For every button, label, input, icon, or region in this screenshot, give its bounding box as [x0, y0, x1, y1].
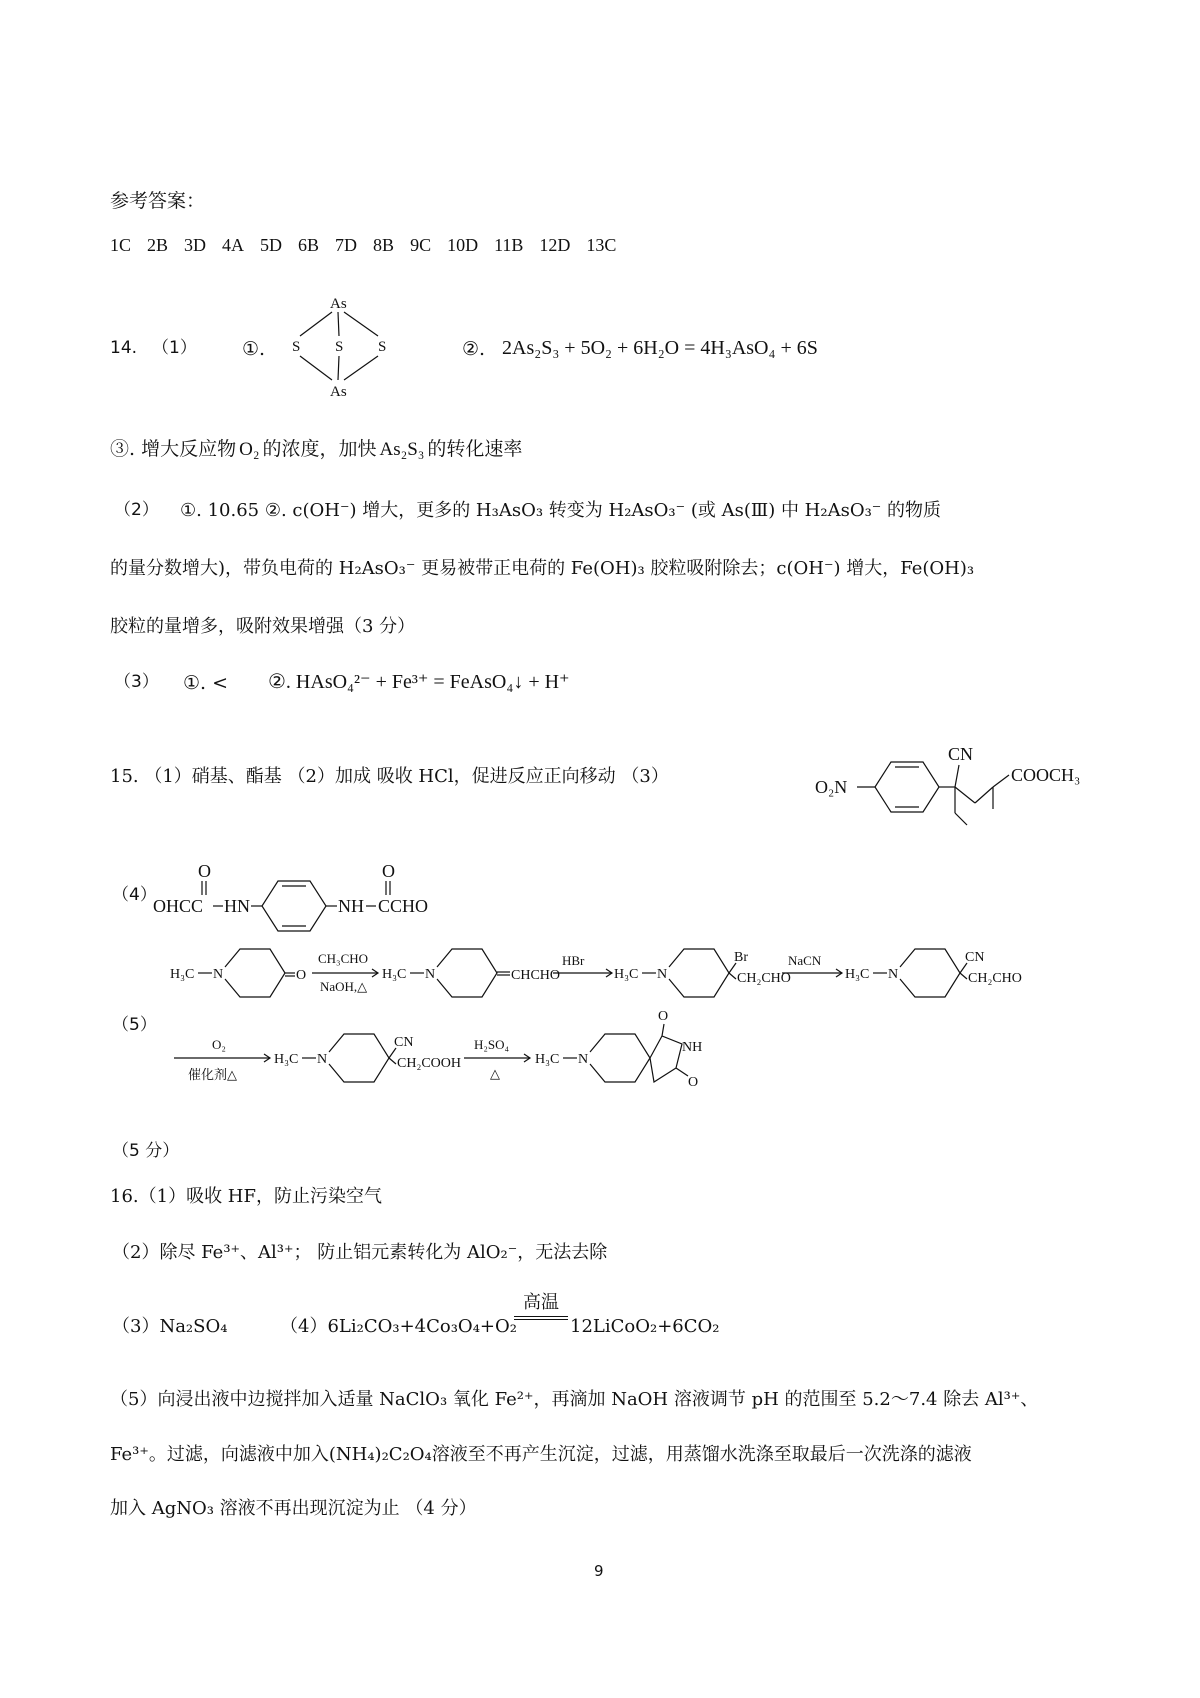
formula: As₂S₃ — [379, 439, 425, 460]
label-o: O — [296, 968, 307, 983]
bond — [955, 787, 975, 803]
q14-equation: 2As₂S₃ + 5O₂ + 6H₂O = 4H₃AsO₄ + 6S — [502, 337, 818, 359]
mc-answer: 10D — [447, 235, 479, 255]
reagent-ch3cho: CH₃CHO — [318, 951, 369, 966]
q15-structure-3 — [815, 725, 1105, 835]
piperidine-ring — [437, 949, 497, 997]
answer-header: 参考答案： — [110, 190, 206, 212]
bond — [975, 787, 993, 803]
q16-part3: （3）Na₂SO₄ — [112, 1316, 228, 1337]
mc-answer: 8B — [373, 235, 395, 255]
label-o2n: O₂N — [815, 777, 848, 797]
benzene-ring — [875, 762, 939, 812]
q14-choice2-label: ②. — [462, 338, 486, 360]
bond — [300, 312, 332, 336]
label-n: N — [213, 967, 224, 982]
q14-choice1: ①. — [242, 338, 266, 360]
label-h3c: H₃C — [382, 967, 407, 982]
bond — [955, 813, 967, 825]
label-ohcc: OHCC — [153, 896, 204, 916]
bond — [993, 775, 1009, 787]
label-cn: CN — [948, 744, 974, 764]
mc-answer: 1C — [110, 235, 132, 255]
q14-number: 14. — [110, 338, 138, 358]
text-run: 的转化速率 — [427, 438, 523, 460]
mc-answer: 5D — [260, 235, 283, 255]
bond — [729, 973, 736, 979]
q16-part4-reactants: （4）6Li₂CO₃+4Co₃O₄+O₂ — [280, 1316, 517, 1337]
q15-line1: 15. （1）硝基、酯基 （2）加成 吸收 HCl，促进反应正向移动 （3） — [110, 766, 669, 787]
mc-answer: 11B — [494, 235, 524, 255]
q16-part5-line1: （5）向浸出液中边搅拌加入适量 NaClO₃ 氧化 Fe²⁺，再滴加 NaOH 溶液调节 pH 的范围至 5.2～7.4 除去 Al³⁺、 — [110, 1389, 1039, 1410]
bond — [344, 312, 378, 336]
double-bond — [676, 1068, 688, 1076]
text-run: ③. 增大反应物 — [110, 438, 237, 460]
q14-part1-label: （1） — [152, 338, 197, 358]
atom-as-bottom: As — [330, 384, 347, 400]
imide-ring — [650, 1036, 682, 1082]
label-h3c: H₃C — [274, 1052, 299, 1067]
reagent-naoh: NaOH,△ — [320, 979, 368, 994]
label-ch2cho: CH₂CHO — [737, 971, 791, 986]
reagent-h2so4: H₂SO₄ — [474, 1037, 510, 1052]
bond — [344, 356, 378, 380]
q14-part2-line3: 胶粒的量增多，吸附效果增强（3 分） — [110, 616, 416, 637]
label-nh: NH — [682, 1040, 703, 1055]
q15-score: （5 分） — [112, 1141, 180, 1161]
bond — [389, 1058, 396, 1064]
atom-s-left: S — [292, 339, 301, 355]
condition-high-temp: 高温 — [523, 1292, 559, 1313]
q16-part5-line2: Fe³⁺。过滤，向滤液中加入(NH₄)₂C₂O₄溶液至不再产生沉淀，过滤，用蒸馏水洗涤至取最后一次洗涤的滤液 — [110, 1444, 972, 1465]
mc-answer: 6B — [298, 235, 320, 255]
label-nh: NH — [338, 896, 364, 916]
page-number: 9 — [594, 1562, 604, 1580]
piperidine-ring — [669, 949, 729, 997]
as4s3-structure — [280, 290, 400, 400]
q16-line1: 16.（1）吸收 HF，防止污染空气 — [110, 1186, 382, 1207]
mc-answer: 12D — [539, 235, 571, 255]
reagent-nacn: NaCN — [788, 953, 822, 968]
mc-answer: 2B — [147, 235, 169, 255]
label-h3c: H₃C — [614, 967, 639, 982]
mc-answer: 7D — [335, 235, 358, 255]
piperidine-ring — [329, 1034, 389, 1082]
bond — [300, 356, 332, 380]
label-ch2cooh: CH₂COOH — [397, 1056, 461, 1071]
q16-line2: （2）除尽 Fe³⁺、Al³⁺； 防止铝元素转化为 AlO₂⁻，无法去除 — [112, 1242, 608, 1263]
equals-sign — [514, 1316, 568, 1320]
mc-answer: 4A — [222, 235, 245, 255]
formula: O₂ — [239, 439, 260, 460]
condition-block — [514, 1294, 568, 1320]
bond — [338, 356, 339, 380]
q14-part2-line2: 的量分数增大)，带负电荷的 H₂AsO₃⁻ 更易被带正电荷的 Fe(OH)₃ 胶粒吸附除去；c(OH⁻) 增大，Fe(OH)₃ — [110, 558, 975, 579]
piperidine-ring — [225, 949, 285, 997]
q14-part3-choice1: ①. < — [183, 672, 229, 694]
reagent-catalyst: 催化剂△ — [188, 1067, 237, 1082]
q14-part3-label: （3） — [114, 672, 159, 692]
label-o-top: O — [658, 1009, 669, 1024]
bond — [960, 973, 967, 979]
reagent-o2: O₂ — [212, 1037, 226, 1052]
label-o-right: O — [382, 861, 395, 881]
label-n: N — [317, 1052, 328, 1067]
label-o-left: O — [198, 861, 211, 881]
label-hn: HN — [224, 896, 250, 916]
label-ch2cho: CH₂CHO — [968, 971, 1022, 986]
label-h3c: H₃C — [535, 1052, 560, 1067]
q15-part5-label: （5） — [112, 1015, 157, 1035]
reagent-heat: △ — [490, 1066, 500, 1081]
synthesis-row-1 — [170, 935, 1100, 1010]
label-h3c: H₃C — [845, 967, 870, 982]
label-n: N — [657, 967, 668, 982]
atom-s-right: S — [378, 339, 387, 355]
benzene-ring — [262, 881, 326, 931]
synthesis-row-2 — [170, 1009, 790, 1117]
label-n: N — [425, 967, 436, 982]
bond — [955, 765, 959, 787]
label-n: N — [578, 1052, 589, 1067]
label-ccho: CCHO — [378, 896, 429, 916]
piperidine-ring — [900, 949, 960, 997]
label-o-bottom: O — [688, 1075, 699, 1090]
q16-part4-products: 12LiCoO₂+6CO₂ — [570, 1316, 720, 1337]
label-br: Br — [734, 950, 748, 965]
q14-part2-label: （2） — [114, 500, 159, 520]
label-cooch3: COOCH₃ — [1011, 765, 1081, 785]
mc-answer: 9C — [410, 235, 432, 255]
mc-answer: 13C — [586, 235, 617, 255]
q14-part3-equation: ②. HAsO₄²⁻ + Fe³⁺ = FeAsO₄↓ + H⁺ — [268, 671, 570, 693]
q15-structure-4 — [150, 855, 490, 945]
piperidine-ring — [590, 1034, 650, 1082]
atom-as-top: As — [330, 296, 347, 312]
q14-choice3 — [110, 440, 522, 459]
q16-part5-line3: 加入 AgNO₃ 溶液不再出现沉淀为止 （4 分） — [110, 1498, 477, 1519]
double-bond — [662, 1024, 664, 1036]
atom-s-mid: S — [335, 339, 344, 355]
reagent-hbr: HBr — [562, 953, 585, 968]
q14-part2-line1: ①. 10.65 ②. c(OH⁻) 增大，更多的 H₃AsO₃ 转变为 H₂AsO₃⁻ (或 As(Ⅲ) 中 H₂AsO₃⁻ 的物质 — [180, 500, 942, 521]
mc-answer-row — [110, 236, 616, 254]
q15-part4-label: （4） — [112, 885, 157, 905]
label-h3c: H₃C — [170, 967, 195, 982]
bond — [338, 312, 339, 336]
label-cn: CN — [394, 1035, 414, 1050]
mc-answer: 3D — [184, 235, 207, 255]
text-run: 的浓度，加快 — [262, 438, 377, 460]
label-n: N — [888, 967, 899, 982]
label-chcho: CHCHO — [511, 968, 561, 983]
label-cn: CN — [965, 950, 985, 965]
